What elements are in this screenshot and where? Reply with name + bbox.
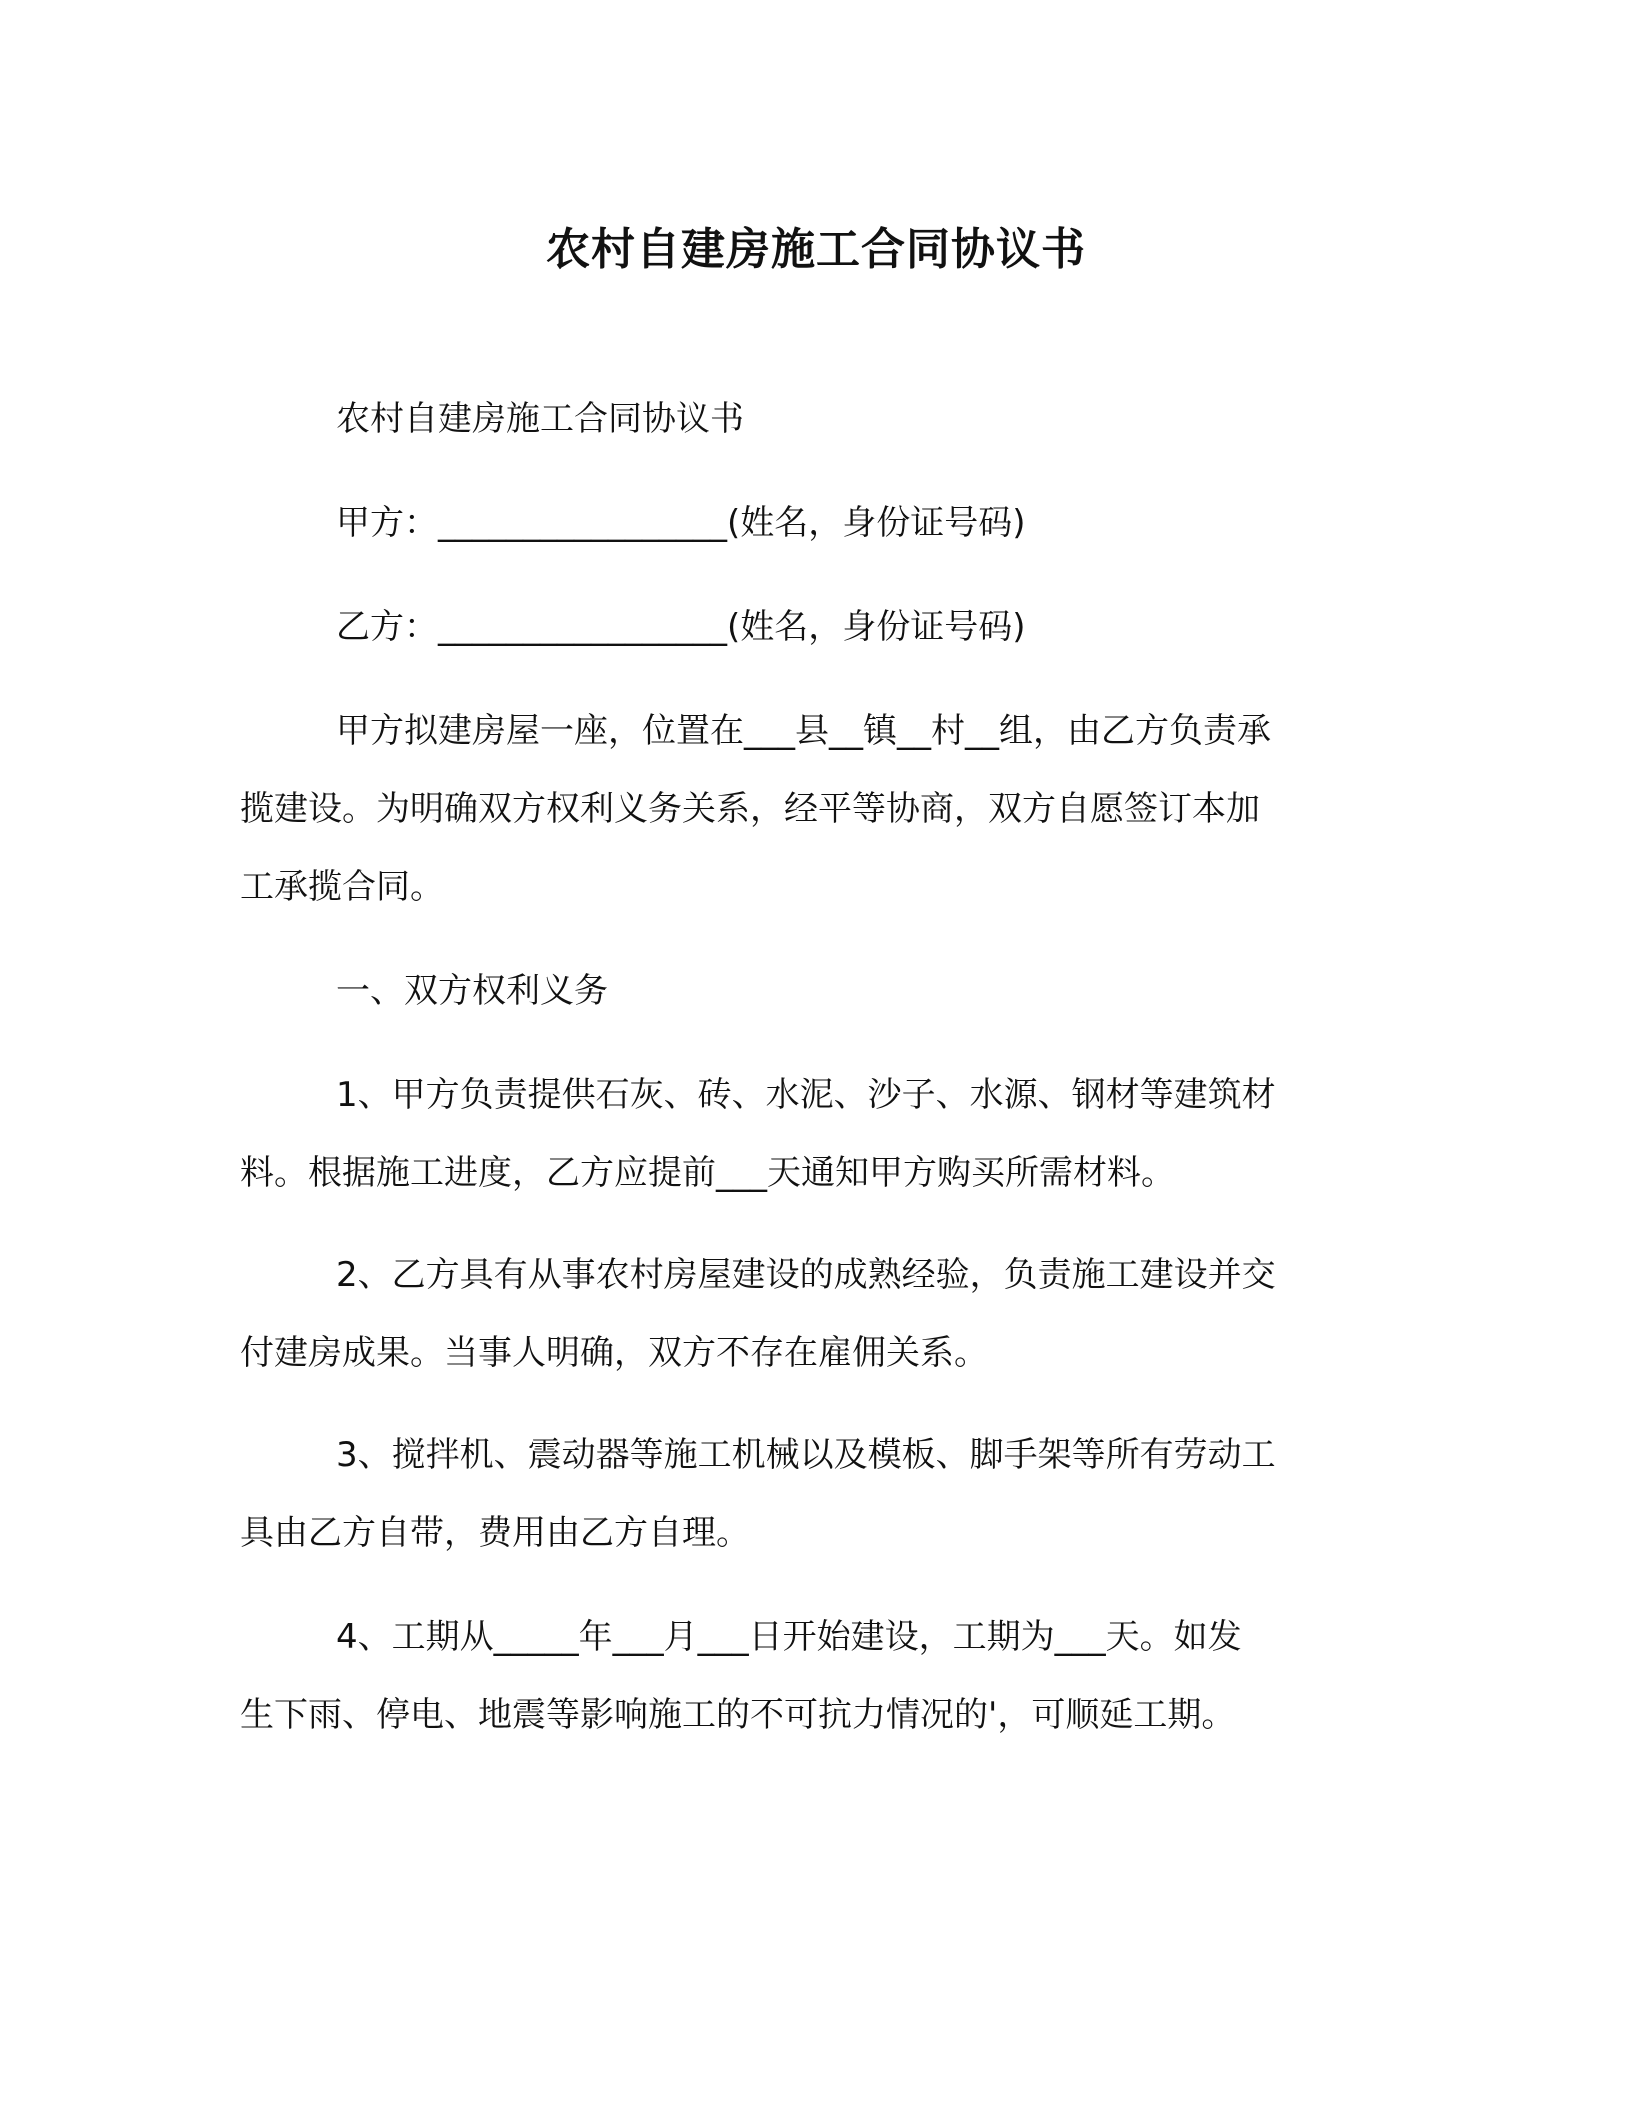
clause-4-line-2: 生下雨、停电、地震等影响施工的不可抗力情况的'，可顺延工期。	[240, 1695, 1236, 1735]
clause-2-line-2: 付建房成果。当事人明确，双方不存在雇佣关系。	[240, 1333, 988, 1373]
document-title: 农村自建房施工合同协议书	[546, 224, 1086, 275]
section-heading-rights: 一、双方权利义务	[336, 971, 608, 1011]
party-b-line: 乙方：_________________(姓名，身份证号码)	[336, 607, 1026, 647]
clause-2-line-1: 2、乙方具有从事农村房屋建设的成熟经验，负责施工建设并交	[336, 1255, 1276, 1295]
intro-line-2: 揽建设。为明确双方权利义务关系，经平等协商，双方自愿签订本加	[240, 789, 1260, 829]
clause-3-line-2: 具由乙方自带，费用由乙方自理。	[240, 1513, 750, 1553]
clause-1-line-2: 料。根据施工进度，乙方应提前___天通知甲方购买所需材料。	[240, 1153, 1175, 1193]
clause-4-line-1: 4、工期从_____年___月___日开始建设，工期为___天。如发	[336, 1617, 1242, 1657]
intro-line-3: 工承揽合同。	[240, 867, 444, 907]
clause-3-line-1: 3、搅拌机、震动器等施工机械以及模板、脚手架等所有劳动工	[336, 1435, 1276, 1475]
subtitle-line: 农村自建房施工合同协议书	[336, 399, 744, 439]
clause-1-line-1: 1、甲方负责提供石灰、砖、水泥、沙子、水源、钢材等建筑材	[336, 1075, 1276, 1115]
intro-line-1: 甲方拟建房屋一座，位置在___县__镇__村__组，由乙方负责承	[336, 711, 1271, 751]
party-a-line: 甲方：_________________(姓名，身份证号码)	[336, 503, 1026, 543]
